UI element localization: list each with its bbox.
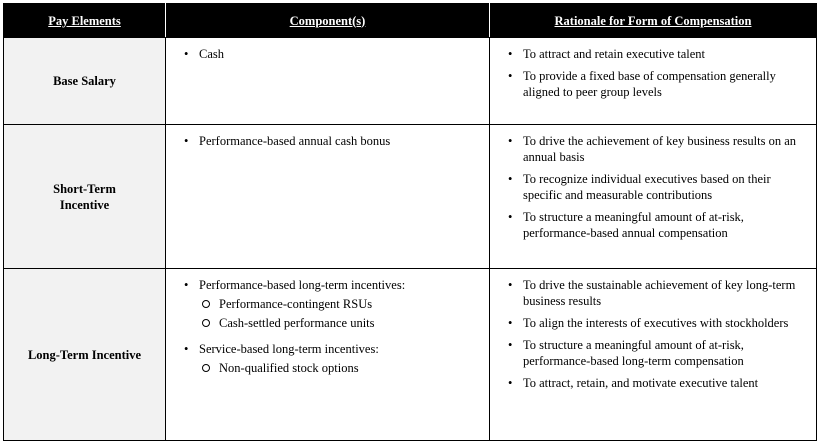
pay-elements-table: [3, 3, 817, 441]
rationale-list: [508, 277, 808, 391]
components-cell: [166, 125, 490, 269]
rationale-text: To drive the sustainable achievement of key long-term business results: [523, 278, 796, 308]
header-rationale: Rationale for Form of Compensation: [490, 4, 817, 38]
hollow-bullet-icon: [202, 319, 210, 327]
rationale-list: [508, 46, 808, 100]
sub-component-text: Performance-contingent RSUs: [219, 297, 373, 311]
pay-element-label: Short-Term Incentive: [53, 181, 116, 212]
rationale-text: To attract, retain, and motivate executive talent: [523, 376, 759, 390]
header-components: Component(s): [166, 4, 490, 38]
rationale-text: To attract and retain executive talent: [523, 47, 706, 61]
list-item: [199, 315, 479, 331]
list-item: [508, 209, 808, 241]
components-list: [184, 133, 479, 149]
components-cell: [166, 269, 490, 441]
component-text: Service-based long-term incentives:: [199, 342, 379, 356]
pay-element-name: Long-Term Incentive: [4, 269, 166, 441]
component-text: Cash: [199, 47, 224, 61]
rationale-text: To drive the achievement of key business results on an annual basis: [523, 134, 797, 164]
list-item: [508, 375, 808, 391]
list-item: [199, 296, 479, 312]
bullet-icon: •: [508, 278, 513, 292]
header-pay-elements: Pay Elements: [4, 4, 166, 38]
table-row-long-term-incentive: [4, 269, 817, 441]
rationale-text: To provide a fixed base of compensation generally aligned to peer group levels: [523, 69, 776, 99]
list-item: [184, 133, 479, 149]
hollow-bullet-icon: [202, 300, 210, 308]
components-list: [184, 46, 479, 62]
list-item: [508, 277, 808, 309]
bullet-icon: •: [508, 338, 513, 352]
sub-component-text: Cash-settled performance units: [219, 316, 375, 330]
list-item: [184, 341, 479, 376]
sub-components-list: [199, 296, 479, 331]
rationale-cell: [490, 125, 817, 269]
rationale-text: To structure a meaningful amount of at-risk, performance-based long-term compensation: [523, 338, 744, 368]
sub-component-text: Non-qualified stock options: [219, 361, 359, 375]
list-item: [508, 337, 808, 369]
list-item: [199, 360, 479, 376]
bullet-icon: •: [184, 134, 189, 148]
list-item: [508, 133, 808, 165]
bullet-icon: •: [508, 316, 513, 330]
rationale-text: To structure a meaningful amount of at-risk, performance-based annual compensation: [523, 210, 744, 240]
bullet-icon: •: [184, 47, 189, 61]
component-text: Performance-based long-term incentives:: [199, 278, 406, 292]
bullet-icon: •: [184, 278, 189, 292]
list-item: [184, 277, 479, 331]
list-item: [508, 171, 808, 203]
bullet-icon: •: [184, 342, 189, 356]
components-cell: [166, 38, 490, 125]
hollow-bullet-icon: [202, 364, 210, 372]
pay-element-name: [4, 125, 166, 269]
list-item: [508, 46, 808, 62]
rationale-cell: [490, 38, 817, 125]
list-item: [508, 68, 808, 100]
bullet-icon: •: [508, 69, 513, 83]
rationale-text: To align the interests of executives with stockholders: [523, 316, 789, 330]
bullet-icon: •: [508, 376, 513, 390]
sub-components-list: [199, 360, 479, 376]
rationale-cell: [490, 269, 817, 441]
pay-element-name: Base Salary: [4, 38, 166, 125]
list-item: [184, 46, 479, 62]
components-list: [184, 277, 479, 376]
list-item: [508, 315, 808, 331]
rationale-list: [508, 133, 808, 241]
component-text: Performance-based annual cash bonus: [199, 134, 391, 148]
table-row-short-term-incentive: [4, 125, 817, 269]
bullet-icon: •: [508, 210, 513, 224]
bullet-icon: •: [508, 47, 513, 61]
bullet-icon: •: [508, 134, 513, 148]
rationale-text: To recognize individual executives based on their specific and measurable contributions: [523, 172, 771, 202]
table-row-base-salary: [4, 38, 817, 125]
table-header-row: [4, 4, 817, 38]
bullet-icon: •: [508, 172, 513, 186]
